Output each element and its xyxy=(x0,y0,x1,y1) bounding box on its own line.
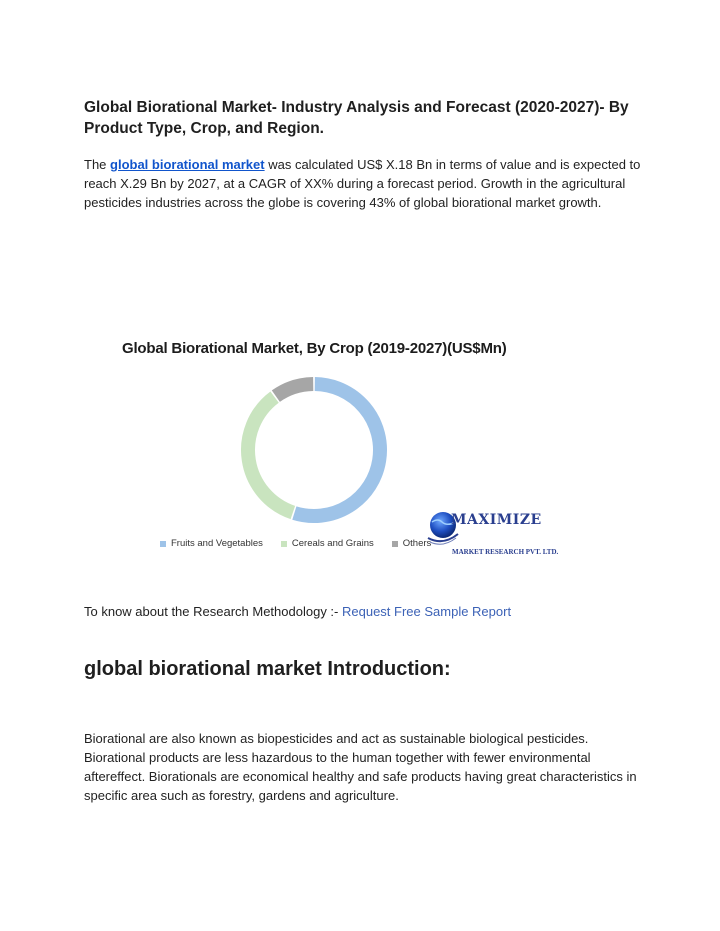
intro-paragraph xyxy=(84,155,644,212)
legend-label: Others xyxy=(402,538,432,549)
maximize-logo xyxy=(426,510,576,560)
document-title: Global Biorational Market- Industry Analysis and Forecast (2020-2027)- By Product Type, Crop, and Region. xyxy=(84,99,629,137)
legend-label: Cereals and Grains xyxy=(291,538,374,549)
methodology-line xyxy=(84,604,511,619)
legend-swatch xyxy=(281,541,287,547)
donut-slice-cereals-and-grains xyxy=(248,397,293,512)
donut-slice-others xyxy=(276,384,313,396)
intro-suffix: was calculated US$ X.18 Bn in terms of value and is expected to reach X.29 Bn by 2027, at a CAGR of XX% during a forecast period. Growth in the agricultural pesticides industries across the globe is covering 43% of global biorational market growth. xyxy=(84,157,641,210)
methodology-text: To know about the Research Methodology :- xyxy=(84,604,342,619)
donut-slice-fruits-and-vegetables xyxy=(294,384,380,516)
section-heading: global biorational market Introduction: xyxy=(84,658,451,680)
global-biorational-market-link[interactable]: global biorational market xyxy=(110,157,265,172)
logo-wordmark: MAXIMIZE xyxy=(451,512,542,528)
crop-chart xyxy=(108,330,578,570)
legend-item-cereals-and-grains xyxy=(281,538,374,549)
request-sample-link[interactable]: Request Free Sample Report xyxy=(341,604,512,619)
logo-subtitle: MARKET RESEARCH PVT. LTD. xyxy=(452,548,559,556)
chart-legend xyxy=(160,538,449,550)
intro-prefix: The xyxy=(84,157,111,172)
section-body: Biorational are also known as biopesticides and act as sustainable biological pesticides. Biorational products are less hazardous to the human together with fewer environmental aftereffect. Biorationals are economical healthy and safe products having great characteristics in specific area such as forestry, gardens and agriculture. xyxy=(84,731,637,803)
legend-swatch xyxy=(160,541,166,547)
legend-label: Fruits and Vegetables xyxy=(171,538,263,549)
legend-item-fruits-and-vegetables xyxy=(160,538,263,549)
chart-title: Global Biorational Market, By Crop (2019-2027)(US$Mn) xyxy=(122,340,507,357)
legend-swatch xyxy=(392,541,398,547)
